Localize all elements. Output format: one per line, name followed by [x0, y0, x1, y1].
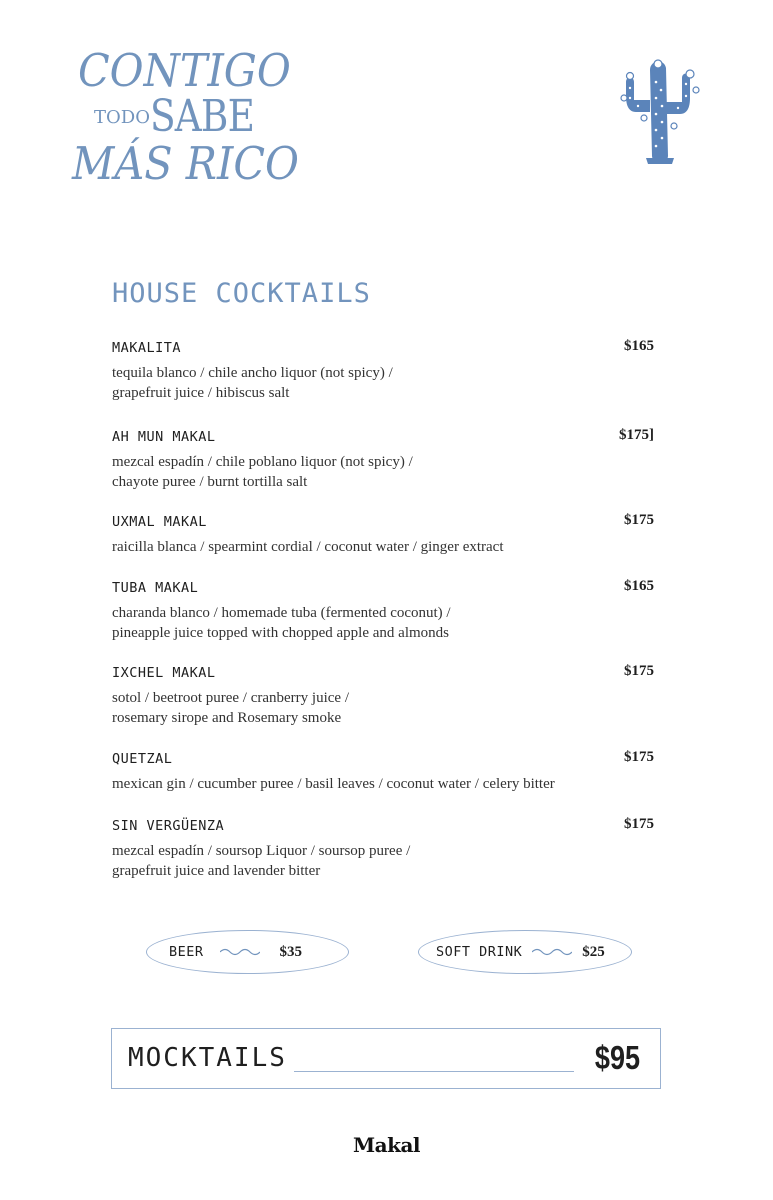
- menu-item: [112, 751, 662, 794]
- menu-item: [112, 665, 662, 728]
- wave-icon: [532, 947, 572, 957]
- headline-line-2: [94, 91, 292, 142]
- item-description: [112, 688, 662, 728]
- soft-drink-label: SOFT DRINK: [436, 944, 523, 960]
- item-name: UXMAL MAKAL: [112, 514, 207, 530]
- headline-sabe: SABE: [149, 91, 254, 142]
- item-description-line: charanda blanco / homemade tuba (fermented coconut) /: [112, 605, 451, 621]
- item-description-line: mexican gin / cucumber puree / basil leaves / coconut water / celery bitter: [112, 776, 555, 792]
- item-price: $175: [624, 749, 654, 765]
- item-description: [112, 363, 662, 403]
- mocktails-box: [111, 1028, 661, 1089]
- item-name: IXCHEL MAKAL: [112, 665, 216, 681]
- item-description: [112, 452, 662, 492]
- item-description-line: pineapple juice topped with chopped apple and almonds: [112, 625, 449, 641]
- item-price: $175: [624, 816, 654, 832]
- menu-item: [112, 514, 662, 557]
- item-description-line: sotol / beetroot puree / cranberry juice /: [112, 690, 349, 706]
- headline-line-1: CONTIGO: [78, 44, 291, 97]
- item-price: $175: [624, 512, 654, 528]
- menu-item: [112, 429, 662, 492]
- item-description-line: chayote puree / burnt tortilla salt: [112, 474, 308, 490]
- mocktails-divider: [294, 1071, 574, 1072]
- item-name: TUBA MAKAL: [112, 580, 199, 596]
- menu-item: [112, 818, 662, 881]
- item-name: MAKALITA: [112, 340, 182, 356]
- item-description: [112, 774, 662, 794]
- wave-icon: [220, 947, 260, 957]
- item-name: AH MUN MAKAL: [112, 429, 216, 445]
- headline-line-3: MÁS RICO: [72, 137, 299, 190]
- menu-item: [112, 340, 662, 403]
- item-description: [112, 537, 662, 557]
- item-description-line: grapefruit juice / hibiscus salt: [112, 385, 290, 401]
- item-name: SIN VERGÜENZA: [112, 818, 225, 834]
- item-name: QUETZAL: [112, 751, 173, 767]
- item-price: $165: [624, 338, 654, 354]
- headline: [72, 44, 299, 190]
- section-title: HOUSE COCKTAILS: [112, 278, 371, 309]
- cactus-icon: [616, 52, 708, 168]
- item-price: $175: [624, 663, 654, 679]
- item-description-line: mezcal espadín / chile poblano liquor (not spicy) /: [112, 454, 413, 470]
- beer-label: BEER: [169, 944, 204, 960]
- item-description-line: raicilla blanca / spearmint cordial / coconut water / ginger extract: [112, 539, 504, 555]
- headline-todo: TODO: [94, 107, 150, 128]
- item-description: [112, 841, 662, 881]
- mocktails-label: MOCKTAILS: [128, 1043, 287, 1073]
- menu-item: [112, 580, 662, 643]
- mocktails-price: $95: [594, 1039, 640, 1076]
- brand-logo: Makal: [352, 1133, 420, 1157]
- item-description-line: rosemary sirope and Rosemary smoke: [112, 710, 342, 726]
- soft-drink-price: $25: [582, 943, 605, 960]
- item-price: $165: [624, 578, 654, 594]
- item-description-line: grapefruit juice and lavender bitter: [112, 863, 321, 879]
- beer-price: $35: [279, 943, 303, 960]
- item-description-line: mezcal espadín / soursop Liquor / soursop puree /: [112, 843, 411, 859]
- item-price: $175]: [619, 427, 654, 443]
- beer-pill: [146, 930, 349, 974]
- soft-drink-pill: [418, 930, 632, 974]
- item-description: [112, 603, 662, 643]
- item-description-line: tequila blanco / chile ancho liquor (not spicy) /: [112, 365, 393, 381]
